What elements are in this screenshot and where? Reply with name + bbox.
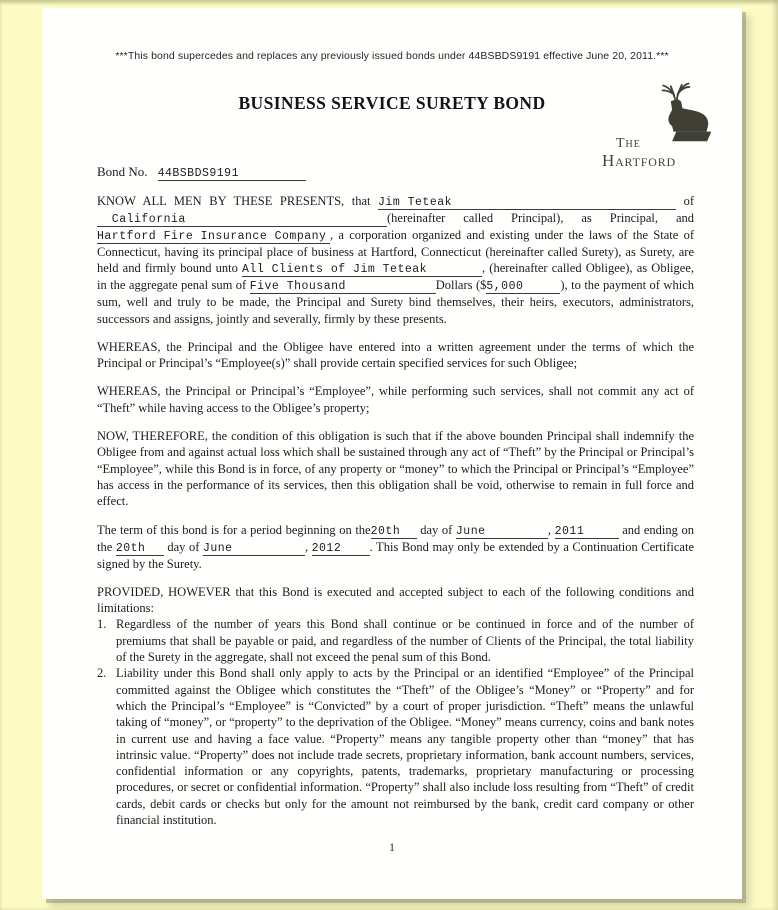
condition-1-number: 1.	[97, 617, 107, 632]
paragraph-bond-term: The term of this bond is for a period beginning on the20th day of June , 2011 and ending on the 20th day of June , 2012 . This Bond may only be extended by a Continuation Certificate signed by the Surety.	[97, 522, 695, 571]
hartford-logo	[600, 78, 716, 170]
fill-start-year: 2011	[555, 525, 619, 539]
condition-item-2	[97, 665, 694, 828]
fill-end-year: 2012	[312, 542, 370, 556]
fill-principal-name: Jim Teteak	[378, 196, 676, 210]
logo-text-the: The	[616, 136, 641, 152]
paragraph-whereas-theft: WHEREAS, the Principal or Principal’s “Employee”, while performing such services, shall not commit any act of “Theft” while having access to the Obligee’s property;	[97, 384, 694, 415]
document-page	[42, 8, 742, 899]
fill-surety-company: Hartford Fire Insurance Company	[97, 230, 330, 244]
page-number: 1	[389, 842, 395, 855]
fill-start-day: 20th	[371, 525, 417, 539]
fill-principal-state: California	[97, 213, 387, 227]
paragraph-now-therefore: NOW, THEREFORE, the condition of this obligation is such that if the above bounden Principal shall indemnify the Obligee from and against actual loss which shall be sustained through any act of “Theft” by the Principal or Principal’s “Employee”, while this Bond is in force, of any property or “money” to which the Principal or Principal’s “Employee” has access in the performance of its services, then this obligation shall be void, otherwise to remain in full force and effect.	[97, 429, 694, 509]
fill-start-month: June	[456, 525, 548, 539]
condition-2-number: 2.	[97, 666, 107, 681]
condition-item-1	[97, 616, 694, 665]
bond-no-value: 44BSBDS9191	[158, 167, 306, 181]
paragraph-whereas-agreement: WHEREAS, the Principal and the Obligee have entered into a written agreement under the terms of which the Principal or Principal’s “Employee(s)” shall provide certain specified services for such Obligee;	[97, 339, 694, 371]
hartford-stag-icon	[644, 78, 714, 144]
fill-end-month: June	[203, 542, 305, 556]
fill-end-day: 20th	[116, 542, 164, 556]
fill-penal-sum-words: Five Thousand	[250, 280, 436, 294]
logo-text-hartford: Hartford	[602, 151, 676, 171]
hartford-logo-text	[602, 137, 676, 170]
fill-penal-sum-amount: 5,000	[486, 280, 560, 294]
document-title: BUSINESS SERVICE SURETY BOND	[238, 93, 546, 113]
condition-1-text: Regardless of the number of years this Bond shall continue or be continued in force and of the number of premiums that shall be payable or paid, and regardless of the number of Clients of the Principal, the total liability of the Surety in the aggregate, shall not exceed the penal sum of this Bond.	[116, 617, 694, 665]
paragraph-provided-however: PROVIDED, HOWEVER that this Bond is executed and accepted subject to each of the following conditions and limitations:	[97, 584, 694, 616]
conditions-list	[97, 616, 694, 828]
condition-2-text: Liability under this Bond shall only apply to acts by the Principal or an identified “Employee” of the Principal committed against the Obligee which constitutes the “Theft” of the Obligee’s “Money” or “Property” and for which the Principal’s “Employee” is “Convicted” by a court of proper jurisdiction. “Theft” means the unlawful taking of “money”, or “property” to the deprivation of the Obligee. “Money” means currency, coins and bank notes in current use and having a face value. “Property” means any tangible property other than “money” that has intrinsic value. “Property” does not include trade secrets, proprietary information, bank account numbers, services, confidential information or any copyrights, patents, trademarks, proprietary manufacturing or processing procedures, or secret or confidential information. “Property” shall also include loss resulting from “Theft” of credit cards, debit cards or checks but only for the amount not reimbursed by the bank, credit card company or other financial institution.	[116, 666, 694, 828]
supersede-note: ***This bond supercedes and replaces any previously issued bonds under 44BSBDS9191 effective June 20, 2011.***	[115, 50, 669, 62]
fill-obligee-name: All Clients of Jim Teteak	[242, 263, 482, 277]
paragraph-know-all-men: KNOW ALL MEN BY THESE PRESENTS, that Jim Teteak of California (hereinafter called Principal), as Principal, and Hartford Fire Insurance Company , a corporation organized and existing under the laws of the State of Connecticut, having its principal place of business at Hartford, Connecticut (hereinafter called Surety), as Surety, are held and firmly bound unto All Clients of Jim Teteak , (hereinafter called Obligee), as Obligee, in the aggregate penal sum of Five Thousand Dollars ($5,000 ), to the payment of which sum, well and truly to be made, the Principal and Surety bind themselves, their heirs, executors, administrators, successors and assigns, jointly and severally, firmly by these presents.	[97, 194, 694, 326]
bond-no-label: Bond No.	[97, 164, 148, 179]
